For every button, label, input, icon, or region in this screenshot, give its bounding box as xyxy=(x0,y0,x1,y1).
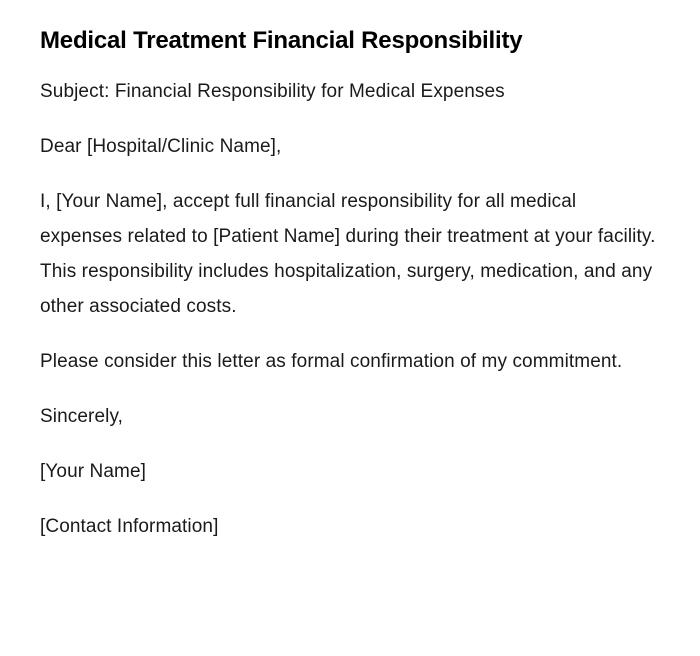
salutation: Dear [Hospital/Clinic Name], xyxy=(40,136,282,157)
body-paragraph-1: I, [Your Name], accept full financial responsibility for all medical expenses related to [Patient Name] during their treatment at your facility. This responsibility includes hospitalization, surgery, medication, and any other associated costs. xyxy=(40,191,656,317)
body-paragraph-2: Please consider this letter as formal confirmation of my commitment. xyxy=(40,351,623,372)
subject-line: Subject: Financial Responsibility for Medical Expenses xyxy=(40,81,505,102)
contact-information: [Contact Information] xyxy=(40,516,219,537)
document-title: Medical Treatment Financial Responsibility xyxy=(40,27,523,54)
signature-name: [Your Name] xyxy=(40,461,147,482)
closing: Sincerely, xyxy=(40,406,124,427)
